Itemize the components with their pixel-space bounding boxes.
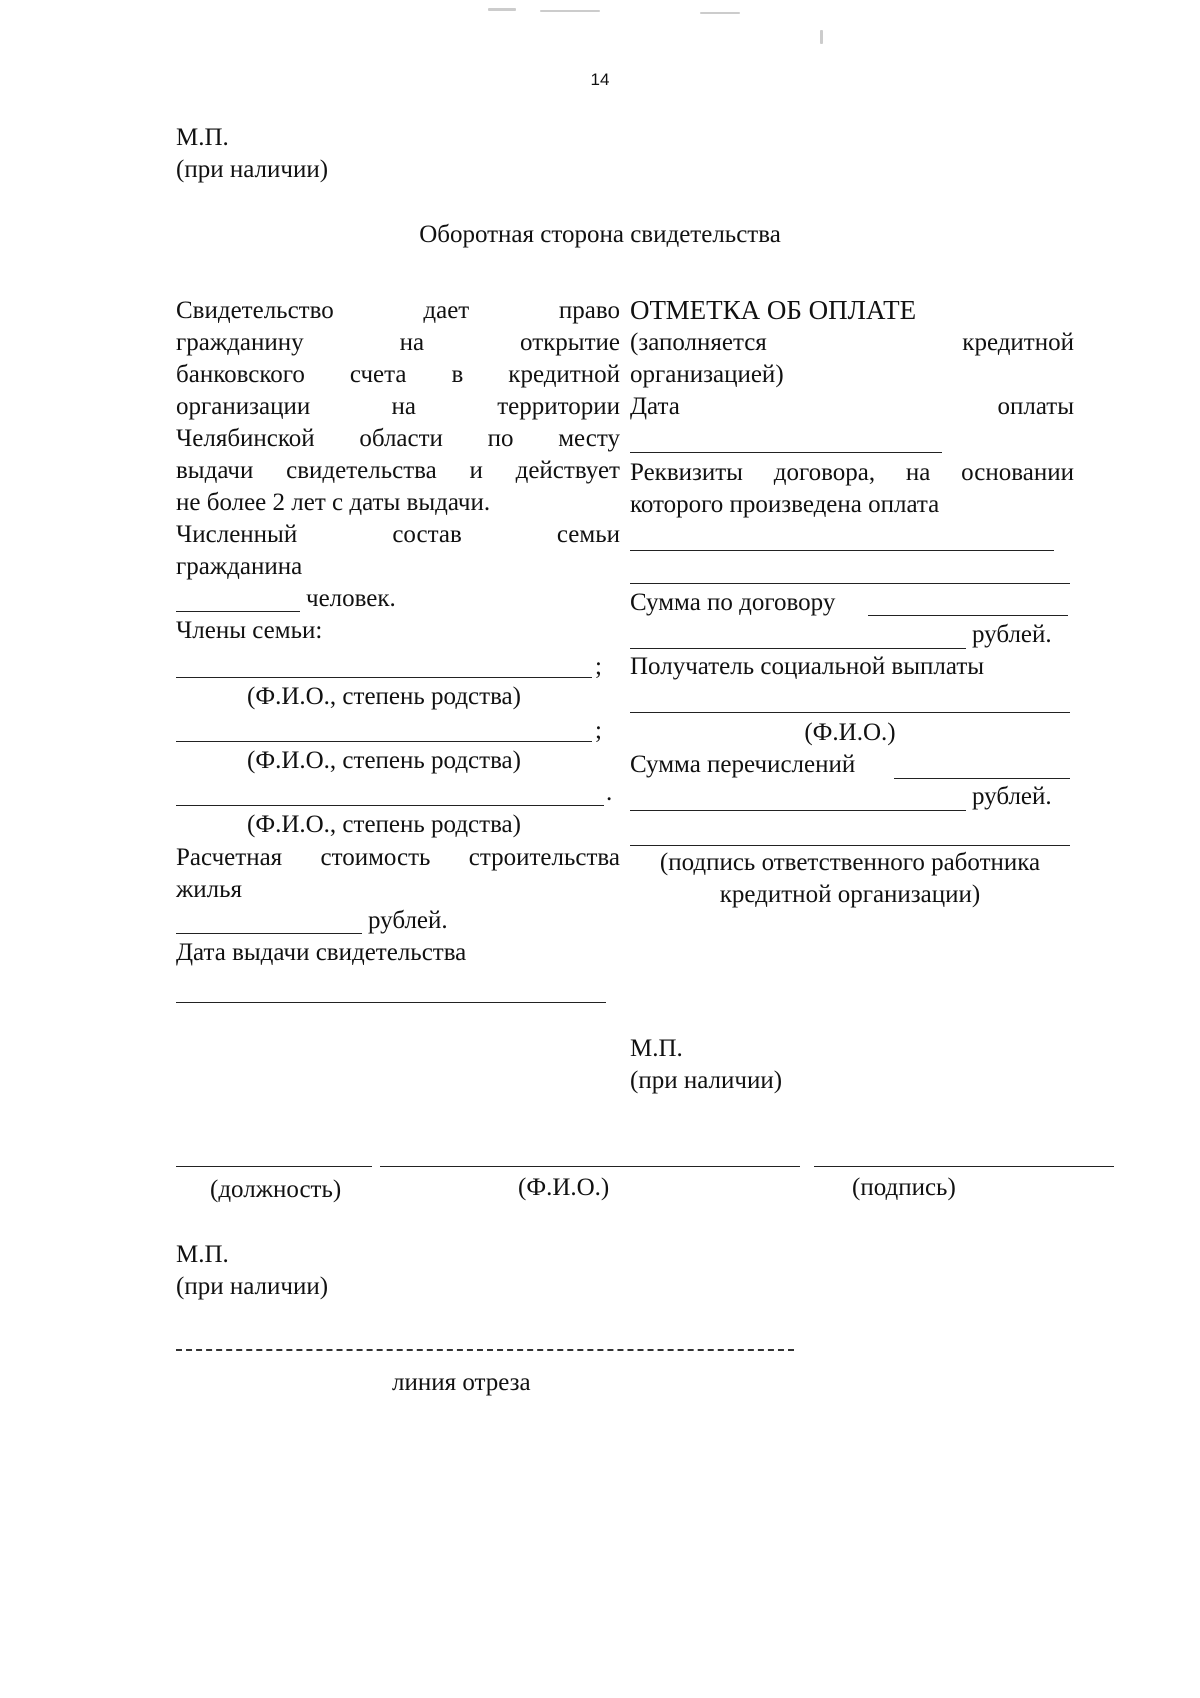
member-separator: ; — [595, 653, 602, 680]
section-title: Оборотная сторона свидетельства — [419, 221, 781, 248]
family-member-field — [176, 677, 592, 678]
recipient-field — [630, 712, 1070, 713]
contract-sum-field — [630, 648, 966, 649]
persons-suffix: человек. — [306, 585, 396, 612]
member-separator: ; — [595, 717, 602, 744]
family-member-field — [176, 741, 592, 742]
family-members-label: Члены семьи: — [176, 617, 323, 644]
persons-count-field — [176, 611, 300, 612]
scan-speck — [820, 30, 823, 44]
member-caption: (Ф.И.О., степень родства) — [247, 683, 521, 710]
stamp-mp: М.П. — [630, 1035, 683, 1062]
name-caption: (Ф.И.О.) — [518, 1174, 610, 1201]
member-separator: . — [606, 779, 613, 806]
contract-sum-field — [868, 615, 1068, 616]
family-member-field — [176, 805, 604, 806]
family-size-label: Численный состав семьи — [176, 521, 620, 548]
stamp-mp: М.П. — [176, 124, 229, 151]
scan-speck — [488, 8, 516, 11]
estimated-cost-field — [176, 933, 362, 934]
scan-speck — [700, 12, 740, 14]
signature-field — [630, 845, 1070, 846]
stamp-mp: М.П. — [176, 1241, 229, 1268]
payment-mark-heading: ОТМЕТКА ОБ ОПЛАТЕ — [630, 295, 917, 325]
contract-details-label: Реквизиты договора, на основании — [630, 459, 1074, 486]
stamp-note: (при наличии) — [630, 1067, 783, 1094]
position-caption: (должность) — [210, 1176, 342, 1203]
left-intro-line: не более 2 лет с даты выдачи. — [176, 489, 491, 516]
transfer-sum-field — [894, 778, 1070, 779]
estimated-cost-label: Расчетная стоимость строительства — [176, 844, 620, 871]
member-caption: (Ф.И.О., степень родства) — [247, 747, 521, 774]
position-field — [176, 1166, 372, 1167]
signature-caption: (подпись ответственного работника — [659, 849, 1041, 876]
family-size-label-cont: гражданина — [176, 553, 303, 580]
left-intro-line: гражданину на открытие — [176, 329, 620, 356]
left-intro-line: Челябинской области по месту — [176, 425, 620, 452]
contract-details-label-cont: которого произведена оплата — [630, 491, 940, 518]
left-intro-line: выдачи свидетельства и действует — [176, 457, 620, 484]
signature-line-field — [814, 1166, 1114, 1167]
rubles-suffix: рублей. — [368, 907, 448, 934]
signature-caption: кредитной организации) — [719, 881, 981, 908]
issue-date-field — [176, 1002, 606, 1003]
page-number: 14 — [590, 70, 610, 89]
recipient-caption: (Ф.И.О.) — [804, 719, 896, 746]
left-intro-line: банковского счета в кредитной — [176, 361, 620, 388]
left-intro-line: организации на территории — [176, 393, 620, 420]
payment-date-label: Дата оплаты — [630, 393, 1074, 420]
transfer-sum-field — [630, 810, 966, 811]
rubles-suffix: рублей. — [972, 783, 1052, 810]
left-intro-line: Свидетельство дает право — [176, 297, 620, 324]
transfer-sum-label: Сумма перечислений — [630, 751, 856, 778]
rubles-suffix: рублей. — [972, 621, 1052, 648]
member-caption: (Ф.И.О., степень родства) — [247, 811, 521, 838]
estimated-cost-label-cont: жилья — [176, 876, 243, 903]
issue-date-label: Дата выдачи свидетельства — [176, 939, 467, 966]
recipient-label: Получатель социальной выплаты — [630, 653, 985, 680]
stamp-note: (при наличии) — [176, 156, 329, 183]
stamp-note: (при наличии) — [176, 1273, 329, 1300]
scan-speck — [540, 10, 600, 12]
cut-line-label: линия отреза — [392, 1369, 531, 1396]
cut-line — [176, 1349, 794, 1351]
fill-note-cont: организацией) — [630, 361, 784, 388]
fill-note: (заполняется кредитной — [630, 329, 1074, 356]
contract-details-field — [630, 550, 1054, 551]
payment-date-field — [630, 452, 942, 453]
signature-caption: (подпись) — [852, 1174, 956, 1201]
name-field — [380, 1166, 800, 1167]
contract-details-field — [630, 583, 1070, 584]
contract-sum-label: Сумма по договору — [630, 589, 836, 616]
